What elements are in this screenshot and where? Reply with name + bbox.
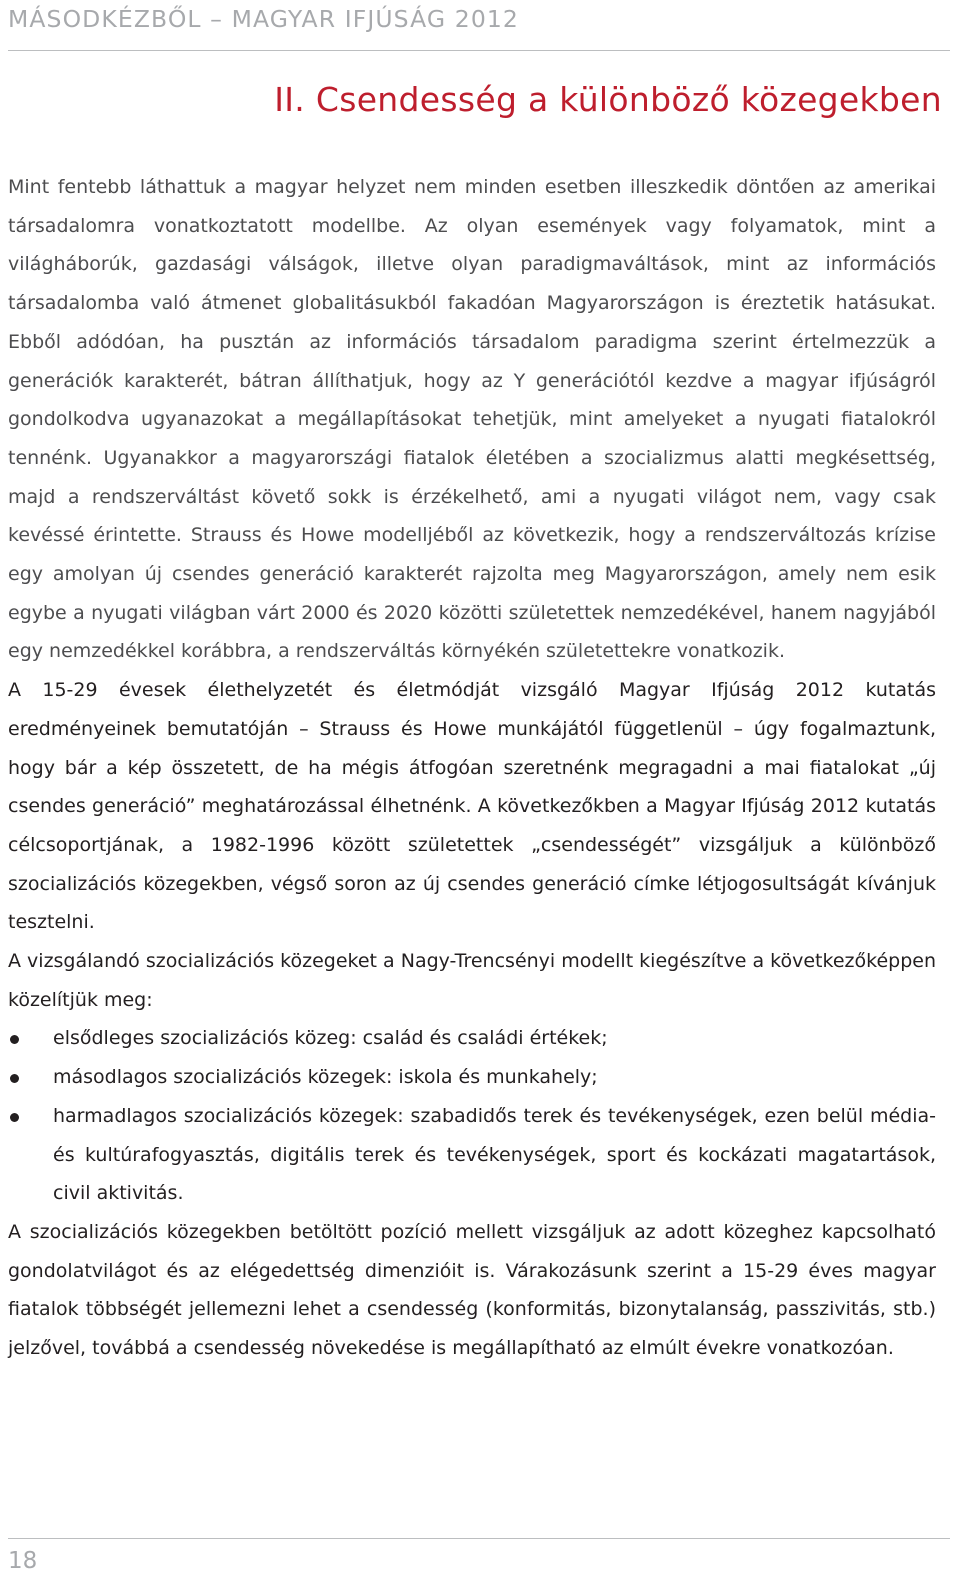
section-title: II. Csendesség a különböző közegekben <box>274 80 942 119</box>
list-item-text: elsődleges szocializációs közeg: család és családi értékek; <box>53 1027 608 1050</box>
paragraph-4: A szocializációs közegekben betöltött pozíció mellett vizsgáljuk az adott közeghez kapcsolható gondolatvilágot és az elégedettség dimenzióit is. Várakozásunk szerint a 15-29 éves magyar fiatalok többségét jellemezni lehet a csendesség (konformitás, bizonytalanság, passzivitás, stb.) jelzővel, továbbá a csendesség növekedése is megállapítható az elmúlt évekre vonatkozóan. <box>8 1220 936 1360</box>
paragraph-3: A vizsgálandó szocializációs közegeket a Nagy-Trencsényi modellt kiegészítve a következőképpen közelítjük meg: <box>8 950 936 1011</box>
running-header: MÁSODKÉZBŐL – MAGYAR IFJÚSÁG 2012 <box>8 5 519 33</box>
page-number: 18 <box>8 1548 38 1574</box>
socialization-list <box>8 1019 936 1213</box>
list-item <box>8 1097 936 1213</box>
paragraph-2: A 15-29 évesek élethelyzetét és életmódját vizsgáló Magyar Ifjúság 2012 kutatás eredményeinek bemutatóján – Strauss és Howe munkájától függetlenül – úgy fogalmaztunk, hogy bár a kép összetett, de ha mégis átfogóan szeretnénk megragadni a mai fiatalokat „új csendes generáció” meghatározással élhetnénk. A következőkben a Magyar Ifjúság 2012 kutatás célcsoportjának, a 1982-1996 között születettek „csendességét” vizsgáljuk a különböző szocializációs közegekben, végső soron az új csendes generáció címke létjogosultságát kívánjuk tesztelni. <box>8 679 936 934</box>
bullet-icon <box>10 1113 19 1122</box>
list-item <box>8 1019 936 1058</box>
bullet-icon <box>10 1035 19 1044</box>
body-text <box>8 168 936 1368</box>
list-item <box>8 1058 936 1097</box>
footer-divider <box>8 1538 950 1539</box>
paragraph-1: Mint fentebb láthattuk a magyar helyzet nem minden esetben illeszkedik döntően az amerikai társadalomra vonatkoztatott modellbe. Az olyan események vagy folyamatok, mint a világháborúk, gazdasági válságok, illetve olyan paradigmaváltások, mint az információs társadalomba való átmenet globalitásukból fakadóan Magyarországon is éreztetik hatásukat. Ebből adódóan, ha pusztán az információs társadalom paradigma szerint értelmezzük a generációk karakterét, bátran állíthatjuk, hogy az Y generációtól kezdve a magyar ifjúságról gondolkodva ugyanazokat a megállapításokat tehetjük, mint amelyeket a nyugati fiatalokról tennénk. Ugyanakkor a magyarországi fiatalok életében a szocializmus alatti megkésettség, majd a rendszerváltást követő sokk is érzékelhető, ami a nyugati világot nem, vagy csak kevéssé érintette. Strauss és Howe modelljéből az következik, hogy a rendszerváltozás krízise egy amolyan új csendes generáció karakterét rajzolta meg Magyarországon, amely nem esik egybe a nyugati világban várt 2000 és 2020 közötti születettek nemzedékével, hanem nagyjából egy nemzedékkel korábbra, a rendszerváltás környékén születettekre vonatkozik. <box>8 176 936 663</box>
header-divider <box>8 50 950 51</box>
bullet-icon <box>10 1074 19 1083</box>
list-item-text: másodlagos szocializációs közegek: iskola és munkahely; <box>53 1066 598 1089</box>
list-item-text: harmadlagos szocializációs közegek: szabadidős terek és tevékenységek, ezen belül média- és kultúrafogyasztás, digitális terek és tevékenységek, sport és kockázati magatartások, civil aktivitás. <box>53 1104 936 1205</box>
